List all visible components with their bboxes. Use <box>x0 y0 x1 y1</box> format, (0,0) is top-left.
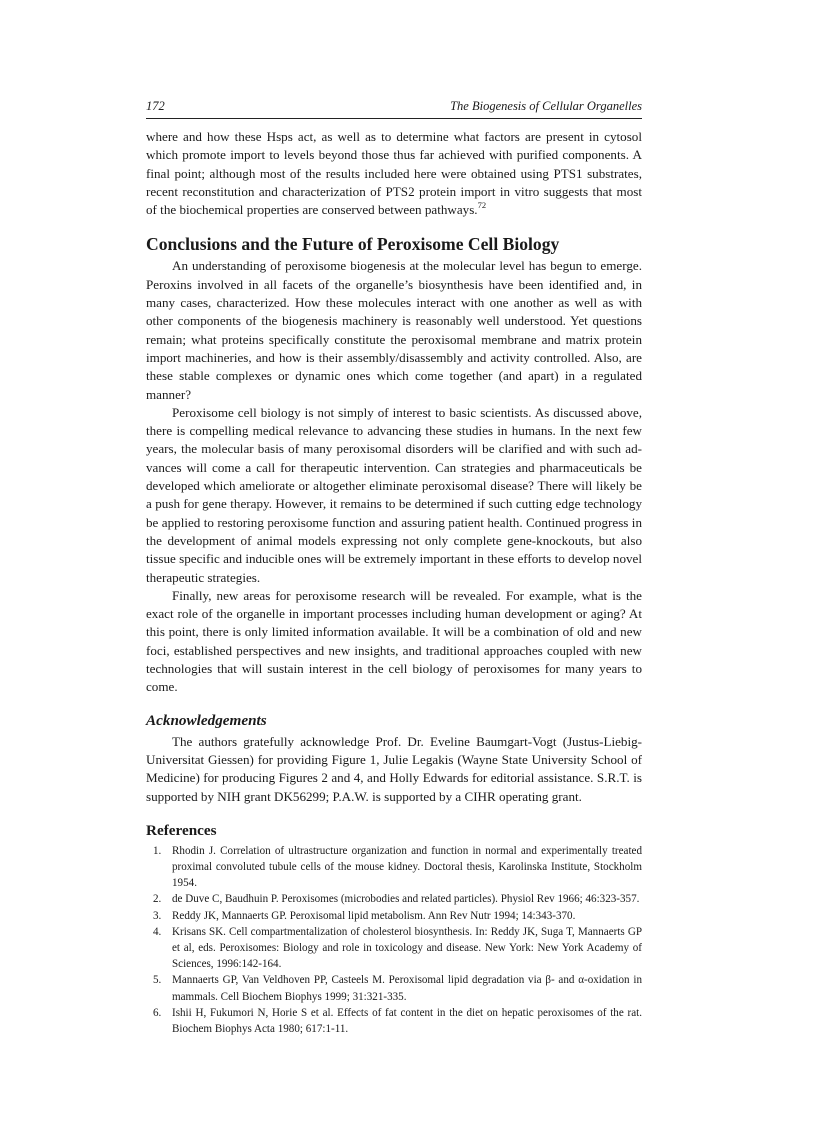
acknowledgements-paragraph: The authors gratefully acknowledge Prof. Dr. Eveline Baumgart-Vogt (Justus-Liebig-Universitat Giessen) for providing Figure 1, Julie Legakis (Wayne State University School of Medicine) for producing Figures 2 and 4, and Holly Edwards for editorial assistance. S.R.T. is supported by NIH grant DK56299; P.A.W. is supported by a CIHR operating grant. <box>146 733 642 804</box>
conclusions-paragraph-2: Peroxisome cell biology is not simply of interest to basic scientists. As discussed above, there is compelling medical relevance to advancing these studies in humans. In the next few years, the molecular basis of many peroxisomal disorders will be clarified and with such advances will come a call for therapeutic intervention. Can strategies and pharmaceuticals be developed which ameliorate or altogether eliminate peroxisomal disease? There will likely be a push for gene therapy. However, it remains to be determined if such cutting edge technology be applied to restoring peroxisome function and assuring patient health. Continued progress in the development of animal models expressing not only complete gene-knockouts, but also tissue specific and inducible ones will be extremely important in these efforts to develop novel therapeutic strategies. <box>146 404 642 585</box>
reference-item <box>146 891 642 907</box>
conclusions-paragraph-3: Finally, new areas for peroxisome research will be revealed. For example, what is the exact role of the organelle in important processes including human development or aging? At this point, there is only limited information available. It will be a combination of old and new foci, established perspectives and new insights, and traditional approaches coupled with new technologies that will sustain interest in the cell biology of peroxisomes for many years to come. <box>146 587 642 695</box>
reference-text: Mannaerts GP, Van Veldhoven PP, Casteels M. Peroxisomal lipid degradation via β- and α-oxidation in mammals. Cell Biochem Biophys 1999; 31:321-335. <box>172 974 642 1003</box>
reference-item <box>146 972 642 1004</box>
section-heading-conclusions: Conclusions and the Future of Peroxisome Cell Biology <box>146 234 560 255</box>
reference-item <box>146 908 642 924</box>
reference-number: 6. <box>153 1006 162 1019</box>
reference-number: 4. <box>153 925 162 938</box>
reference-item <box>146 924 642 973</box>
running-header <box>146 96 642 119</box>
article-body <box>146 128 642 1037</box>
reference-number: 1. <box>153 844 162 857</box>
section-heading-references: References <box>146 821 217 839</box>
reference-item <box>146 843 642 892</box>
reference-number: 5. <box>153 974 162 987</box>
reference-text: de Duve C, Baudhuin P. Peroxisomes (microbodies and related particles). Physiol Rev 1966; 46:323-357. <box>172 893 640 906</box>
reference-number: 2. <box>153 893 162 906</box>
citation-superscript: 72 <box>477 200 487 211</box>
running-title: The Biogenesis of Cellular Organelles <box>450 99 642 113</box>
conclusions-paragraph-1: An understanding of peroxisome biogenesis at the molecular level has begun to emerge. Peroxins involved in all facets of the organelle’s biosynthesis have been identified and, in many cases, characterized. How these molecules interact with one another as well as with other components of the biogenesis machinery is reasonably well understood. Yet questions remain; what proteins specifically constitute the peroxisomal membrane and matrix protein import machineries, and how is their assembly/disassembly and activity controlled. Also, are these stable complexes or dynamic ones which come together (and apart) in a regulated manner? <box>146 258 642 402</box>
reference-item <box>146 1005 642 1037</box>
intro-paragraph <box>146 128 642 219</box>
intro-text: where and how these Hsps act, as well as to determine what factors are present in cytosol which promote import to levels beyond those thus far achieved with purified components. A final point; although most of the results included here were obtained using PTS1 substrates, recent reconstitution and characterization of PTS2 protein import in vitro suggests that most of the biochemical properties are conserved between pathways. <box>146 129 642 218</box>
reference-text: Reddy JK, Mannaerts GP. Peroxisomal lipid metabolism. Ann Rev Nutr 1994; 14:343-370. <box>172 909 576 922</box>
reference-number: 3. <box>153 909 162 922</box>
reference-text: Krisans SK. Cell compartmentalization of cholesterol biosynthesis. In: Reddy JK, Suga T, Mannaerts GP et al, eds. Peroxisomes: Biology and role in toxicology and disease. New York: New York Academy of Sciences, 1996:142-164. <box>172 925 642 971</box>
reference-text: Ishii H, Fukumori N, Horie S et al. Effects of fat content in the diet on hepatic peroxisomes of the rat. Biochem Biophys Acta 1980; 617:1-11. <box>172 1006 642 1036</box>
reference-list <box>146 843 642 1037</box>
reference-text: Rhodin J. Correlation of ultrastructure organization and function in normal and experimentally treated proximal convoluted tubule cells of the mouse kidney. Doctoral thesis, Karolinska Institute, Stockholm 1954. <box>172 844 642 890</box>
page-number: 172 <box>146 99 165 113</box>
section-heading-acknowledgements: Acknowledgements <box>146 711 267 729</box>
